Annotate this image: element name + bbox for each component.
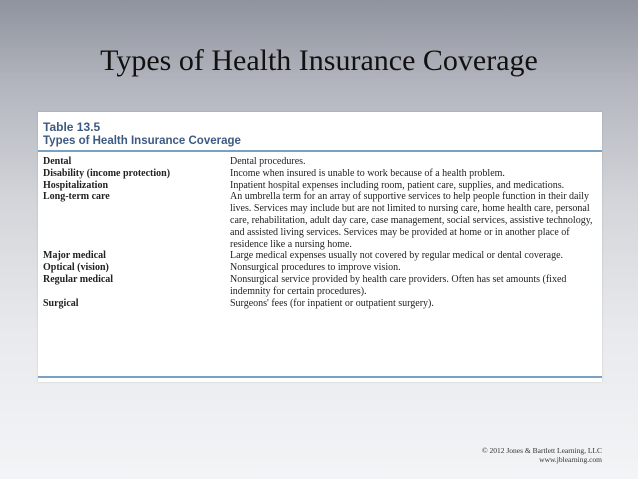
table-row (43, 156, 596, 168)
table-row (43, 274, 596, 298)
table-top-rule (38, 150, 602, 152)
table-row (43, 262, 596, 274)
coverage-term: Dental (43, 156, 72, 167)
coverage-table (38, 112, 602, 382)
coverage-definition: Large medical expenses usually not covered by regular medical or dental coverage. (230, 250, 564, 262)
table-rows (43, 156, 596, 309)
coverage-term: Major medical (43, 250, 106, 262)
table-number: Table 13.5 (43, 120, 101, 134)
table-row (43, 180, 596, 192)
table-row (43, 168, 596, 180)
coverage-term: Regular medical (43, 273, 114, 285)
coverage-definition: Inpatient hospital expenses including room, patient care, supplies, and medications. (230, 179, 565, 191)
coverage-definition: Income when insured is unable to work because of a health problem. (230, 167, 505, 179)
coverage-term: Disability (income protection) (43, 167, 171, 179)
coverage-definition: Nonsurgical procedures to improve vision. (230, 262, 401, 274)
table-row (43, 298, 596, 310)
table-row (43, 191, 596, 250)
coverage-definition: Dental procedures. (230, 156, 306, 167)
coverage-term: Hospitalization (43, 179, 109, 191)
publisher-url: www.jblearning.com (539, 455, 602, 464)
slide-title: Types of Health Insurance Coverage (100, 44, 538, 77)
table-row (43, 250, 596, 262)
coverage-term: Long-term care (43, 191, 110, 203)
table-bottom-rule (38, 376, 602, 378)
coverage-definition: Nonsurgical service provided by health care providers. Often has set amounts (fixed indemnity for certain procedures). (230, 273, 567, 297)
coverage-term: Surgical (43, 297, 79, 309)
copyright-notice (482, 446, 602, 464)
coverage-definition: An umbrella term for an array of supportive services to help people function in their daily lives. Services may include but are not limited to nursing care, home health care, personal care, rehabilitation, adult day care, case management, social services, assistive technology, and assisted living services. Services may be provided at home or in another place of residence like a nursing home. (230, 191, 593, 250)
copyright-text: © 2012 Jones & Bartlett Learning, LLC (481, 446, 602, 455)
coverage-definition: Surgeons' fees (for inpatient or outpatient surgery). (230, 297, 434, 309)
table-title: Types of Health Insurance Coverage (43, 135, 241, 147)
coverage-term: Optical (vision) (43, 262, 109, 274)
